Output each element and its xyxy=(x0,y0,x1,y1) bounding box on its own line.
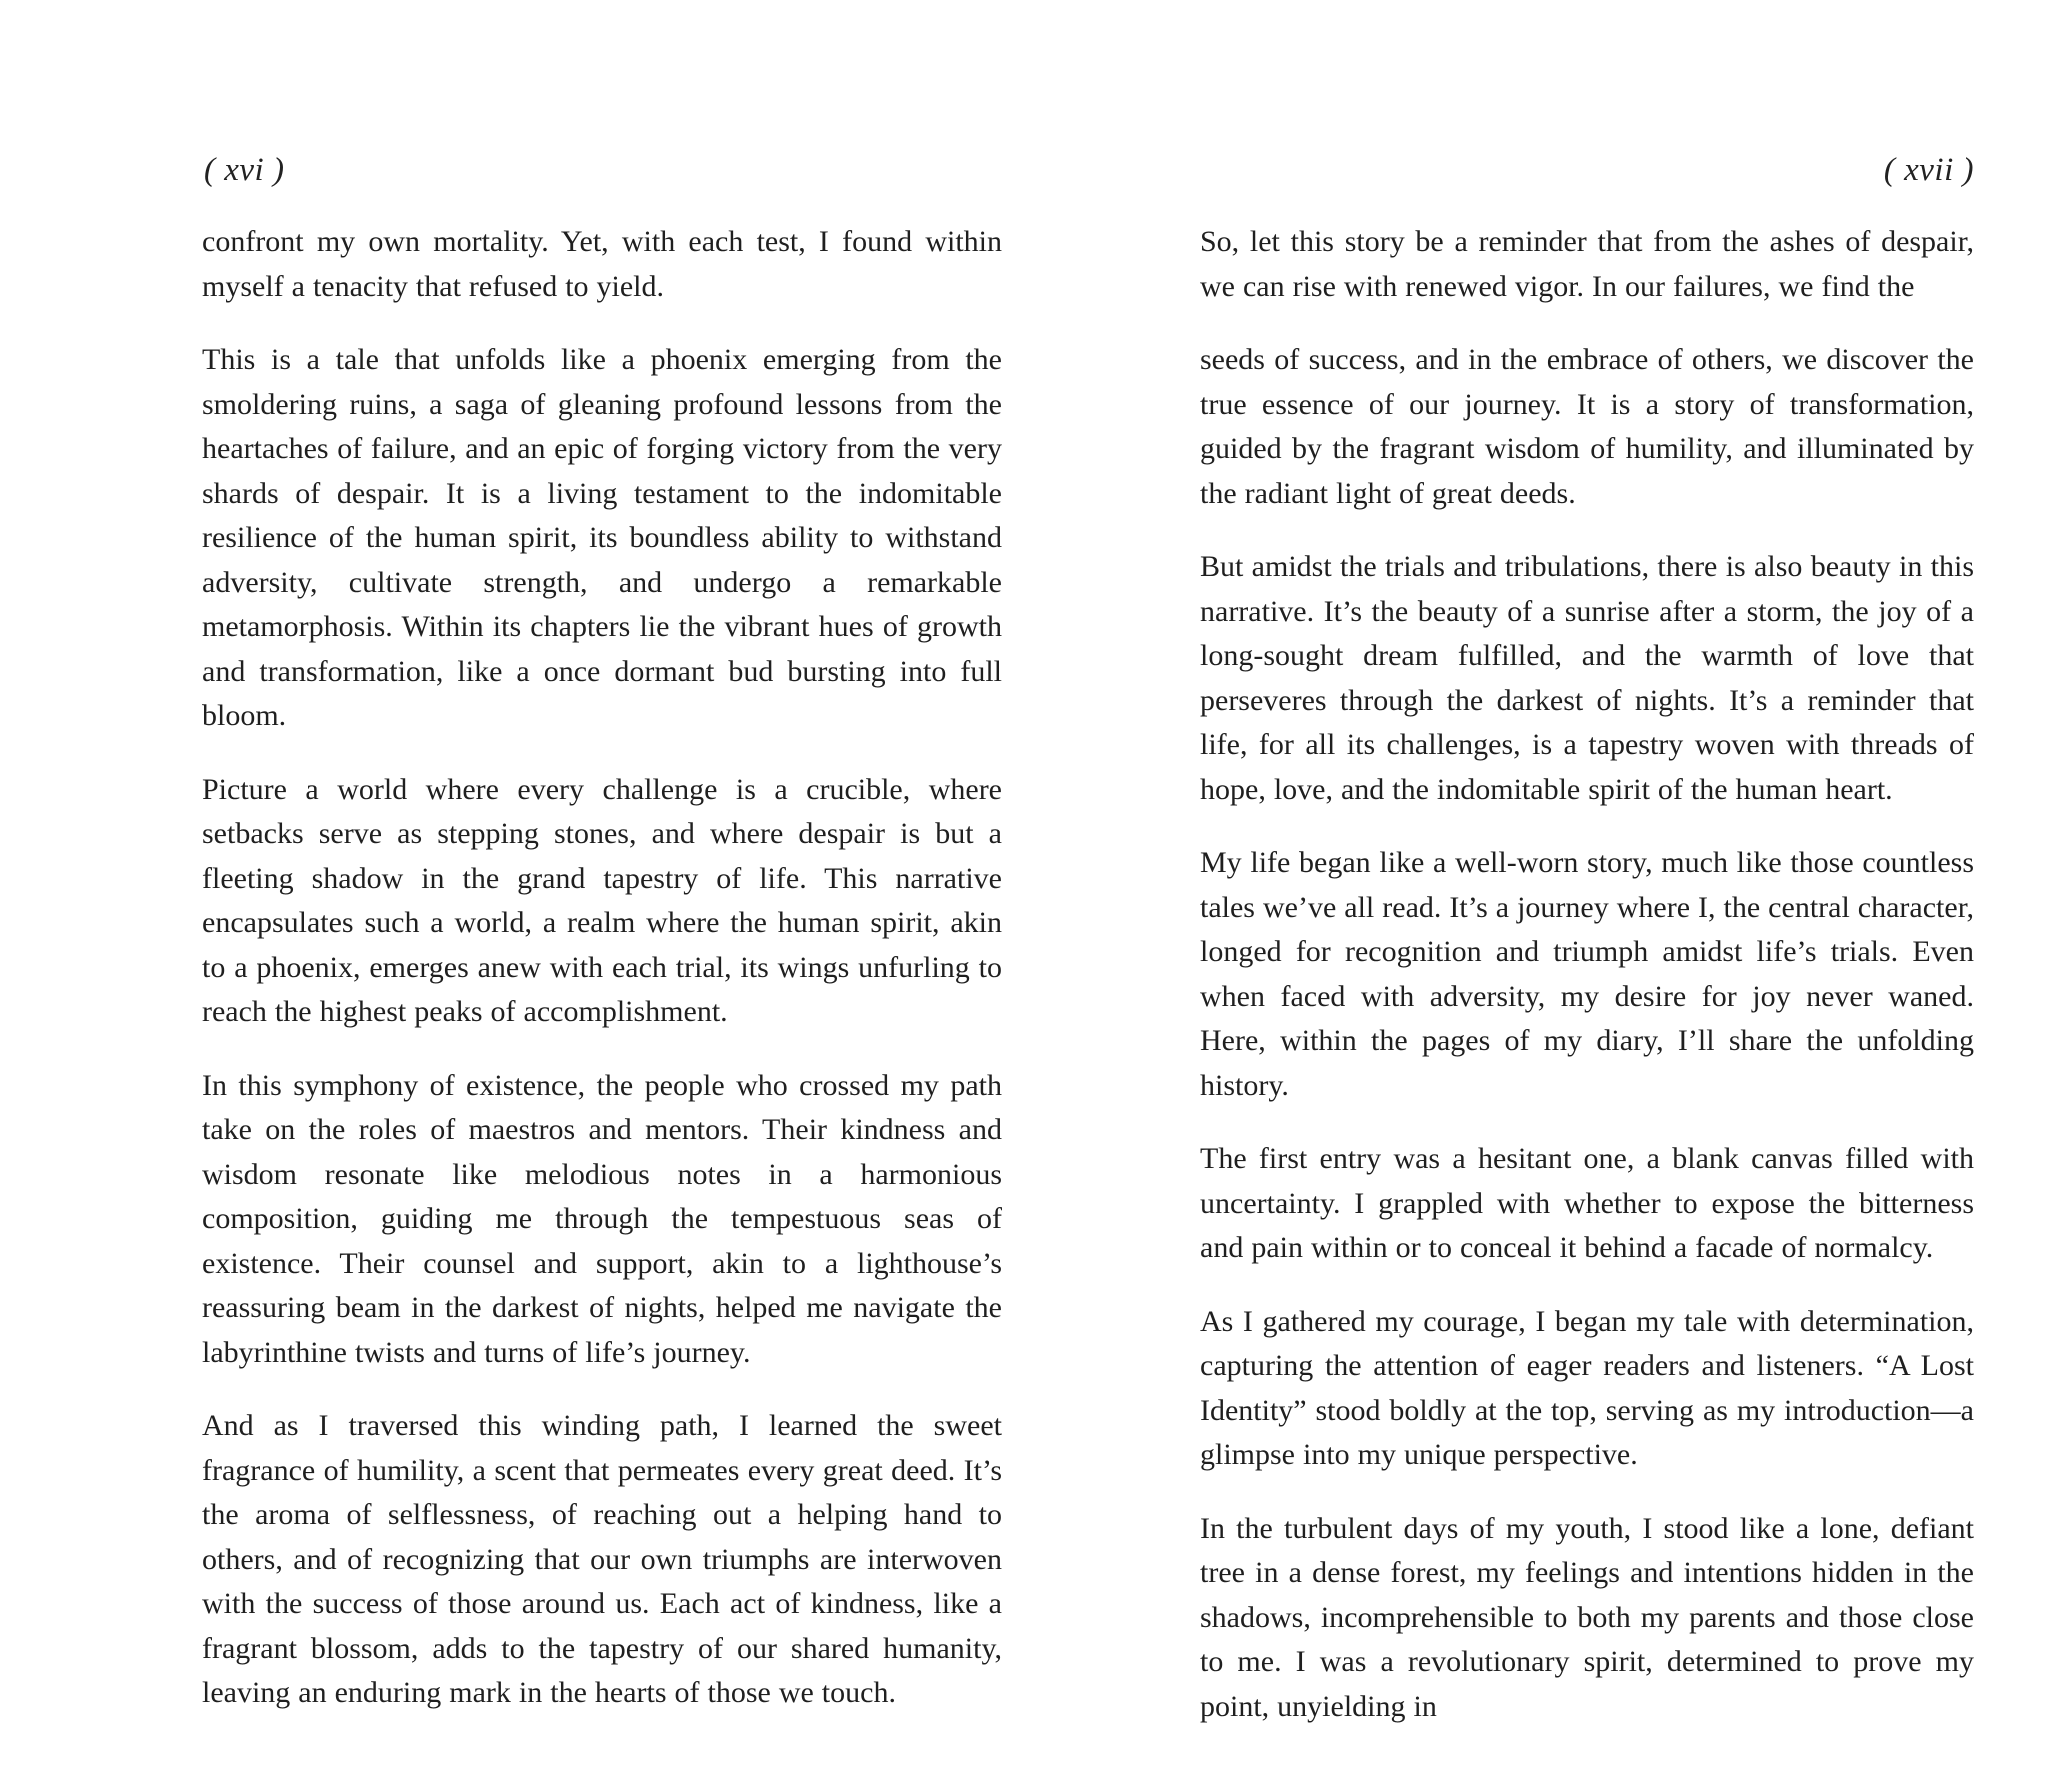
paragraph: The first entry was a hesitant one, a blank canvas filled with uncertainty. I grappled with whether to expose the bitterness and pain within or to conceal it behind a facade of normalcy. xyxy=(1200,1142,1974,1264)
paragraph: In this symphony of existence, the people who crossed my path take on the roles of maestros and mentors. Their kindness and wisdom resonate like melodious notes in a harmonious composition, guiding me through the tempestuous seas of existence. Their counsel and support, akin to a lighthouse’s reassuring beam in the darkest of nights, helped me navigate the labyrinthine twists and turns of life’s journey. xyxy=(202,1068,1002,1369)
right-page xyxy=(1100,0,2048,1772)
paragraph: seeds of success, and in the embrace of others, we discover the true essence of our journey. It is a story of transformation, guided by the fragrant wisdom of humility, and illuminated by the radiant light of great deeds. xyxy=(1200,343,1974,510)
page-number-right: ( xvii ) xyxy=(1883,152,1974,188)
paragraph: But amidst the trials and tribulations, there is also beauty in this narrative. It’s the beauty of a sunrise after a storm, the joy of a long-sought dream fulfilled, and the warmth of love that perseveres through the darkest of nights. It’s a reminder that life, for all its challenges, is a tapestry woven with threads of hope, love, and the indomitable spirit of the human heart. xyxy=(1200,550,1974,806)
paragraph: Picture a world where every challenge is a crucible, where setbacks serve as stepping stones, and where despair is but a fleeting shadow in the grand tapestry of life. This narrative encapsulates such a world, a realm where the human spirit, akin to a phoenix, emerges anew with each trial, its wings unfurling to reach the highest peaks of accomplishment. xyxy=(202,772,1002,1028)
page-number-left: ( xvi ) xyxy=(204,152,285,188)
paragraph: So, let this story be a reminder that from the ashes of despair, we can rise with renewed vigor. In our failures, we find the xyxy=(1200,225,1974,303)
right-page-text xyxy=(1200,220,1974,1758)
paragraph: In the turbulent days of my youth, I stood like a lone, defiant tree in a dense forest, my feelings and intentions hidden in the shadows, incomprehensible to both my parents and those close to me. I was a revolutionary spirit, determined to prove my point, unyielding in xyxy=(1200,1511,1974,1723)
paragraph: confront my own mortality. Yet, with each test, I found within myself a tenacity that refused to yield. xyxy=(202,225,1002,303)
left-page-text xyxy=(202,220,1002,1745)
paragraph: And as I traversed this winding path, I learned the sweet fragrance of humility, a scent that permeates every great deed. It’s the aroma of selflessness, of reaching out a helping hand to others, and of recognizing that our own triumphs are interwoven with the success of those around us. Each act of kindness, like a fragrant blossom, adds to the tapestry of our shared humanity, leaving an enduring mark in the hearts of those we touch. xyxy=(202,1409,1002,1709)
paragraph: This is a tale that unfolds like a phoenix emerging from the smoldering ruins, a saga of gleaning profound lessons from the heartaches of failure, and an epic of forging victory from the very shards of despair. It is a living testament to the indomitable resilience of the human spirit, its boundless ability to withstand adversity, cultivate strength, and undergo a remarkable metamorphosis. Within its chapters lie the vibrant hues of growth and transformation, like a once dormant bud bursting into full bloom. xyxy=(202,343,1002,732)
paragraph: As I gathered my courage, I began my tale with determination, capturing the attention of eager readers and listeners. “A Lost Identity” stood boldly at the top, serving as my introduction—a glimpse into my unique perspective. xyxy=(1200,1304,1974,1471)
paragraph: My life began like a well-worn story, much like those countless tales we’ve all read. It’s a journey where I, the central character, longed for recognition and triumph amidst life’s trials. Even when faced with adversity, my desire for joy never waned. Here, within the pages of my diary, I’ll share the unfolding history. xyxy=(1200,846,1974,1102)
